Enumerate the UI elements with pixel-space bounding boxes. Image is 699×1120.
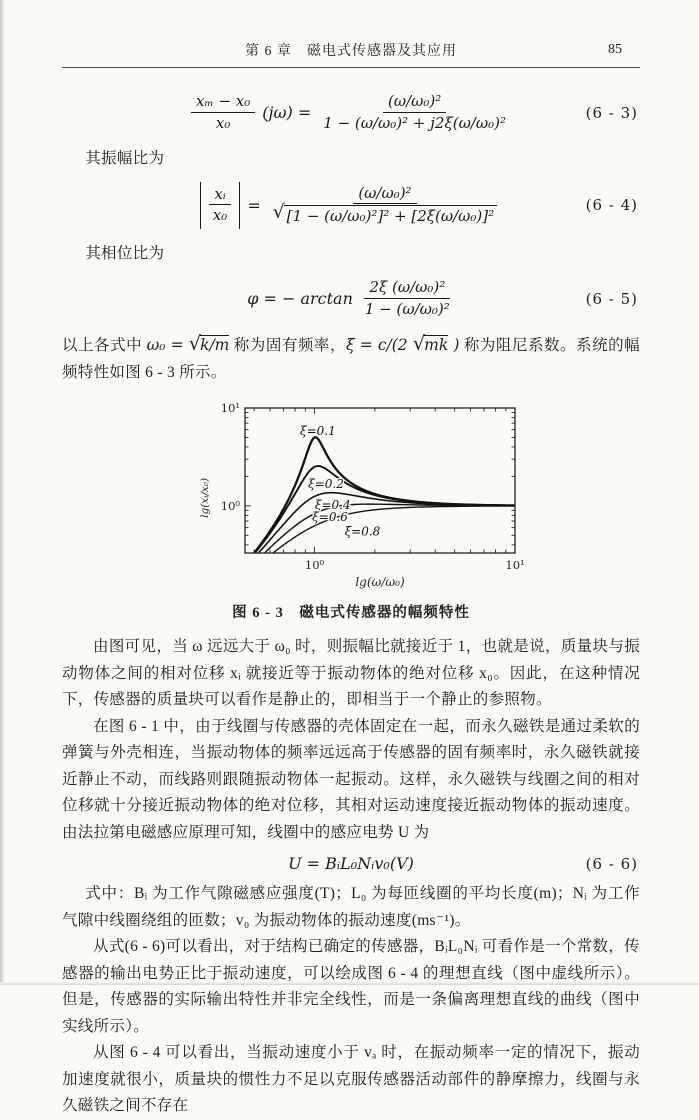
equation-number: (6 - 6) — [585, 854, 638, 873]
figure-chart — [193, 396, 538, 592]
fraction-denominator: x₀ — [212, 206, 228, 224]
equation-body: U = BᵢL₀Nᵢv₀(V) — [288, 854, 414, 873]
y-tick-label: 10¹ — [220, 401, 240, 415]
paragraph: 由图可见，当 ω 远远大于 ω₀ 时，则振幅比就接近于 1，也就是说，质量块与振动物体之间的相对位移 xᵢ 就接近等于振动物体的绝对位移 x₀。因此，在这种情况下，传感器的质量块可以看作是静止的，即相当于一个静止的参照物。 — [62, 638, 640, 708]
rhs-fraction — [360, 278, 455, 319]
radical-sign: √ — [412, 332, 426, 355]
fraction-denominator: 1 − (ω/ω₀)² — [364, 299, 450, 318]
paragraph: 式中：Bᵢ 为工作气隙磁感应强度(T)；L₀ 为每匝线圈的平均长度(m)；Nᵢ 为工作气隙中线圈绕组的匝数；v₀ 为振动物体的振动速度(ms⁻¹)。 — [62, 885, 640, 929]
radicand: k/m — [200, 336, 230, 354]
radicand: mk — [424, 336, 449, 354]
curve-label: ξ=0.4 — [314, 497, 351, 512]
math-run: ω₀ = — [146, 336, 189, 354]
paragraph: 从图 6 - 4 可以看出，当振动速度小于 vₐ 时，在振动频率一定的情况下，振动加速度就很小，质量块的惯性力不足以克服传感器活动部件的静摩擦力，线圈与永久磁铁之间不存在 — [62, 1044, 640, 1114]
page-number: 85 — [608, 42, 622, 57]
curve-label: ξ=0.1 — [300, 423, 336, 438]
text-run: 称为阻尼系数。系统的幅频特性如图 6 - 3 所示。 — [62, 337, 640, 381]
figure-caption: 图 6 - 3 磁电式传感器的幅频特性 — [232, 605, 470, 621]
math-run: ) — [448, 336, 460, 354]
text-run: 以上各式中 — [62, 337, 147, 354]
rhs-fraction — [318, 92, 511, 133]
equation-6-4 — [62, 182, 640, 229]
chapter-title: 第 6 章 磁电式传感器及其应用 — [245, 44, 457, 59]
fraction-denominator — [268, 204, 502, 227]
scan-edge — [0, 0, 4, 985]
curve-label: ξ=0.2 — [308, 476, 344, 491]
fraction-numerator: (ω/ω₀)² — [353, 184, 416, 205]
amplitude-intro: 其振幅比为 — [85, 150, 165, 167]
equation-6-3 — [62, 92, 640, 133]
fraction-numerator: (ω/ω₀)² — [383, 92, 446, 113]
absolute-value-group — [200, 182, 240, 229]
figure-6-3 — [193, 396, 640, 597]
radical-sign: √ — [272, 202, 285, 223]
equals-sign: = — [247, 195, 261, 215]
radical-sign: √ — [188, 332, 202, 355]
y-tick-label: 10⁰ — [220, 498, 240, 513]
inline-sqrt — [188, 332, 230, 355]
radicand: [1 − (ω/ω₀)²]² + [2ξ(ω/ω₀)]² — [284, 205, 497, 227]
curve-ξ=0.8 — [245, 506, 515, 577]
equation-6-5 — [62, 278, 640, 319]
fraction-numerator: 2ξ (ω/ω₀)² — [364, 278, 450, 299]
definitions-paragraph — [62, 332, 640, 386]
equation-lhs: φ = − arctan — [247, 289, 353, 308]
curve-ξ=0.2 — [245, 466, 515, 565]
equation-number: (6 - 5) — [585, 289, 638, 308]
equation-number: (6 - 3) — [585, 103, 638, 122]
fraction-numerator: xᵢ — [209, 185, 230, 206]
x-axis-label: lg(ω/ω₀) — [355, 575, 405, 589]
curve-label: ξ=0.6 — [312, 510, 348, 525]
fraction-denominator: 1 − (ω/ω₀)² + j2ξ(ω/ω₀)² — [323, 113, 506, 132]
fraction-denominator: x₀ — [215, 113, 231, 132]
x-tick-label: 10¹ — [505, 558, 525, 572]
book-page — [62, 40, 640, 1120]
curve-ξ=0.1 — [245, 437, 515, 564]
equation-number: (6 - 4) — [585, 196, 638, 214]
rhs-fraction — [268, 184, 502, 227]
x-tick-label: 10⁰ — [304, 558, 325, 572]
inline-sqrt — [412, 332, 449, 355]
text-run: 称为固有频率， — [229, 337, 346, 354]
y-axis-label: lg(xᵢ/x₀) — [199, 477, 211, 518]
lhs-fraction — [191, 92, 255, 133]
math-run: ξ = c/(2 — [346, 336, 413, 354]
fraction-numerator: xₘ − x₀ — [191, 92, 255, 113]
paragraph: 在图 6 - 1 中，由于线圈与传感器的壳体固定在一起，而永久磁铁是通过柔软的弹簧与外壳相连，当振动物体的频率远远高于传感器的固有频率时，永久磁铁就接近静止不动，而线路则跟随振动物体一起振动。这样，永久磁铁与线圈之间的相对位移就十分接近振动物体的绝对位移，其相对运动速度接近振动物体的振动速度。由法拉第电磁感应原理可知，线圈中的感应电势 U 为 — [62, 717, 640, 841]
equation-operator: (jω) = — [262, 103, 312, 122]
equation-6-6 — [62, 854, 640, 873]
page-header — [62, 40, 640, 68]
curve-label: ξ=0.8 — [344, 524, 381, 539]
phase-intro: 其相位比为 — [85, 244, 165, 262]
paragraph: 从式(6 - 6)可以看出，对于结构已确定的传感器，BᵢL₀Nᵢ 可看作是一个常数，传感器的输出电势正比于振动速度，可以绘成图 6 - 4 的理想直线（图中虚线所示）。但是，传感器的实际输出特性并非完全线性，而是一条偏离理想直线的曲线（图中实线所示）。 — [62, 938, 640, 1035]
